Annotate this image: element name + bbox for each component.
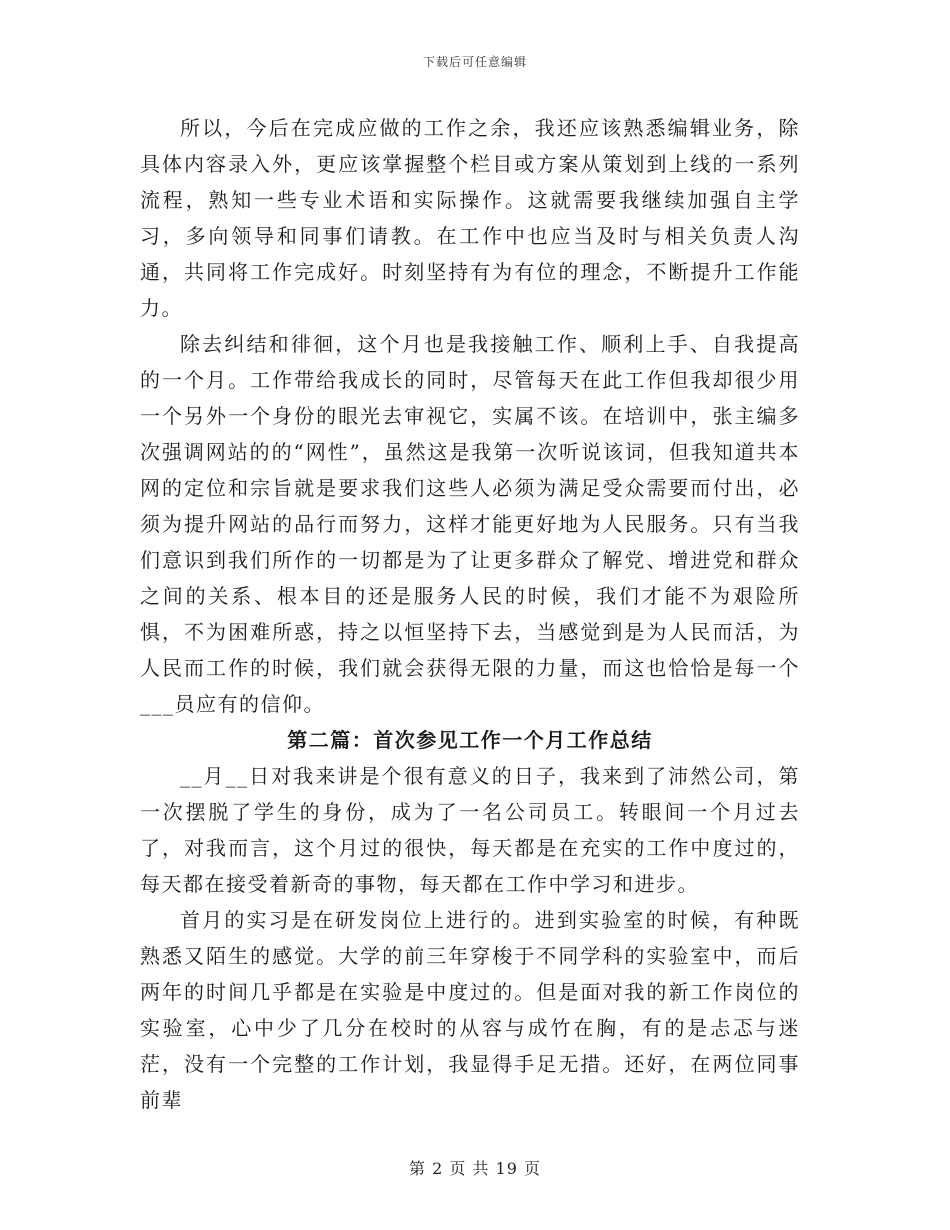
paragraph: __月__日对我来讲是个很有意义的日子，我来到了沛然公司，第一次摆脱了学生的身份，成为了一名公司员工。转眼间一个月过去了，对我而言，这个月过的很快，每天都是在充实的工作中度过的，每天都在接受着新奇的事物，每天都在工作中学习和进步。 [140, 764, 800, 896]
document-body [140, 110, 800, 1118]
paragraph: 除去纠结和徘徊，这个月也是我接触工作、顺利上手、自我提高的一个月。工作带给我成长的同时，尽管每天在此工作但我却很少用一个另外一个身份的眼光去审视它，实属不该。在培训中，张主编多次强调网站的的“网性”，虽然这是我第一次听说该词，但我知道共本网的定位和宗旨就是要求我们这些人必须为满足受众需要而付出，必须为提升网站的品行而努力，这样才能更好地为人民服务。只有当我们意识到我们所作的一切都是为了让更多群众了解党、增进党和群众之间的关系、根本目的还是服务人民的时候，我们才能不为艰险所惧，不为困难所惑，持之以恒坚持下去，当感觉到是为人民而活，为人民而工作的时候，我们就会获得无限的力量，而这也恰恰是每一个___员应有的信仰。 [140, 332, 800, 716]
section-title: 第二篇：首次参见工作一个月工作总结 [287, 728, 653, 752]
paragraph: 所以，今后在完成应做的工作之余，我还应该熟悉编辑业务，除具体内容录入外，更应该掌握整个栏目或方案从策划到上线的一系列流程，熟知一些专业术语和实际操作。这就需要我继续加强自主学习，多向领导和同事们请教。在工作中也应当及时与相关负责人沟通，共同将工作完成好。时刻坚持有为有位的理念，不断提升工作能力。 [140, 116, 800, 320]
page-number: 第 2 页 共 19 页 [409, 1159, 541, 1178]
paragraph: 首月的实习是在研发岗位上进行的。进到实验室的时候，有种既熟悉又陌生的感觉。大学的前三年穿梭于不同学科的实验室中，而后两年的时间几乎都是在实验是中度过的。但是面对我的新工作岗位的实验室，心中少了几分在校时的从容与成竹在胸，有的是忐忑与迷茫，没有一个完整的工作计划，我显得手足无措。还好，在两位同事前辈 [140, 908, 800, 1112]
page-header: 下载后可任意编辑 [422, 55, 527, 69]
